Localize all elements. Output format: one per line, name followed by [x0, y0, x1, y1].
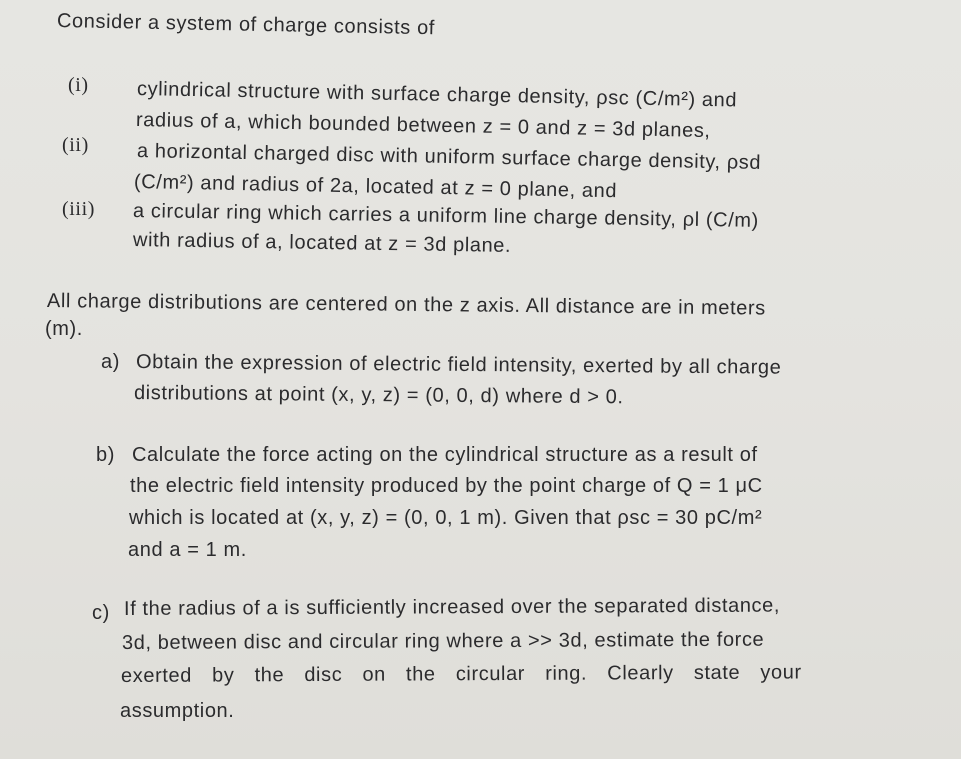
- question-c-line-2: 3d, between disc and circular ring where a >> 3d, estimate the force: [121, 628, 765, 654]
- item-i-line-1: cylindrical structure with surface charge density, ρsc (C/m²) and: [136, 78, 738, 112]
- question-b-label: b): [96, 444, 115, 466]
- question-c-line-3: exerted by the disc on the circular ring. Clearly state your: [120, 661, 802, 687]
- question-a-line-1: Obtain the expression of electric field intensity, exerted by all charge: [135, 351, 782, 379]
- question-a-line-2: distributions at point (x, y, z) = (0, 0, d) where d > 0.: [133, 382, 624, 409]
- item-ii-line-1: a horizontal charged disc with uniform surface charge density, ρsd: [136, 140, 762, 174]
- item-iii-line-1: a circular ring which carries a uniform line charge density, ρl (C/m): [132, 200, 760, 232]
- item-iii-line-2: with radius of a, located at z = 3d plane.: [132, 229, 512, 257]
- question-b-line-3: which is located at (x, y, z) = (0, 0, 1 m). Given that ρsc = 30 pC/m²: [129, 507, 763, 529]
- item-numeral-iii: (iii): [62, 198, 95, 220]
- question-a-label: a): [101, 351, 120, 373]
- statement-line-1: All charge distributions are centered on the z axis. All distance are in meters: [46, 290, 766, 320]
- item-numeral-ii: (ii): [62, 134, 89, 156]
- question-c-line-1: If the radius of a is sufficiently increased over the separated distance,: [123, 594, 781, 620]
- statement-line-2: (m).: [45, 318, 83, 340]
- question-c-line-4: assumption.: [120, 700, 235, 722]
- question-c-label: c): [92, 602, 110, 624]
- item-i-line-2: radius of a, which bounded between z = 0 and z = 3d planes,: [135, 109, 711, 143]
- item-ii-line-2: (C/m²) and radius of 2a, located at z = 0 plane, and: [133, 171, 618, 203]
- item-numeral-i: (i): [68, 74, 89, 96]
- question-b-line-2: the electric field intensity produced by the point charge of Q = 1 μC: [130, 475, 763, 497]
- question-b-line-4: and a = 1 m.: [128, 539, 247, 561]
- question-b-line-1: Calculate the force acting on the cylindrical structure as a result of: [132, 444, 758, 466]
- intro-text: Consider a system of charge consists of: [56, 10, 436, 40]
